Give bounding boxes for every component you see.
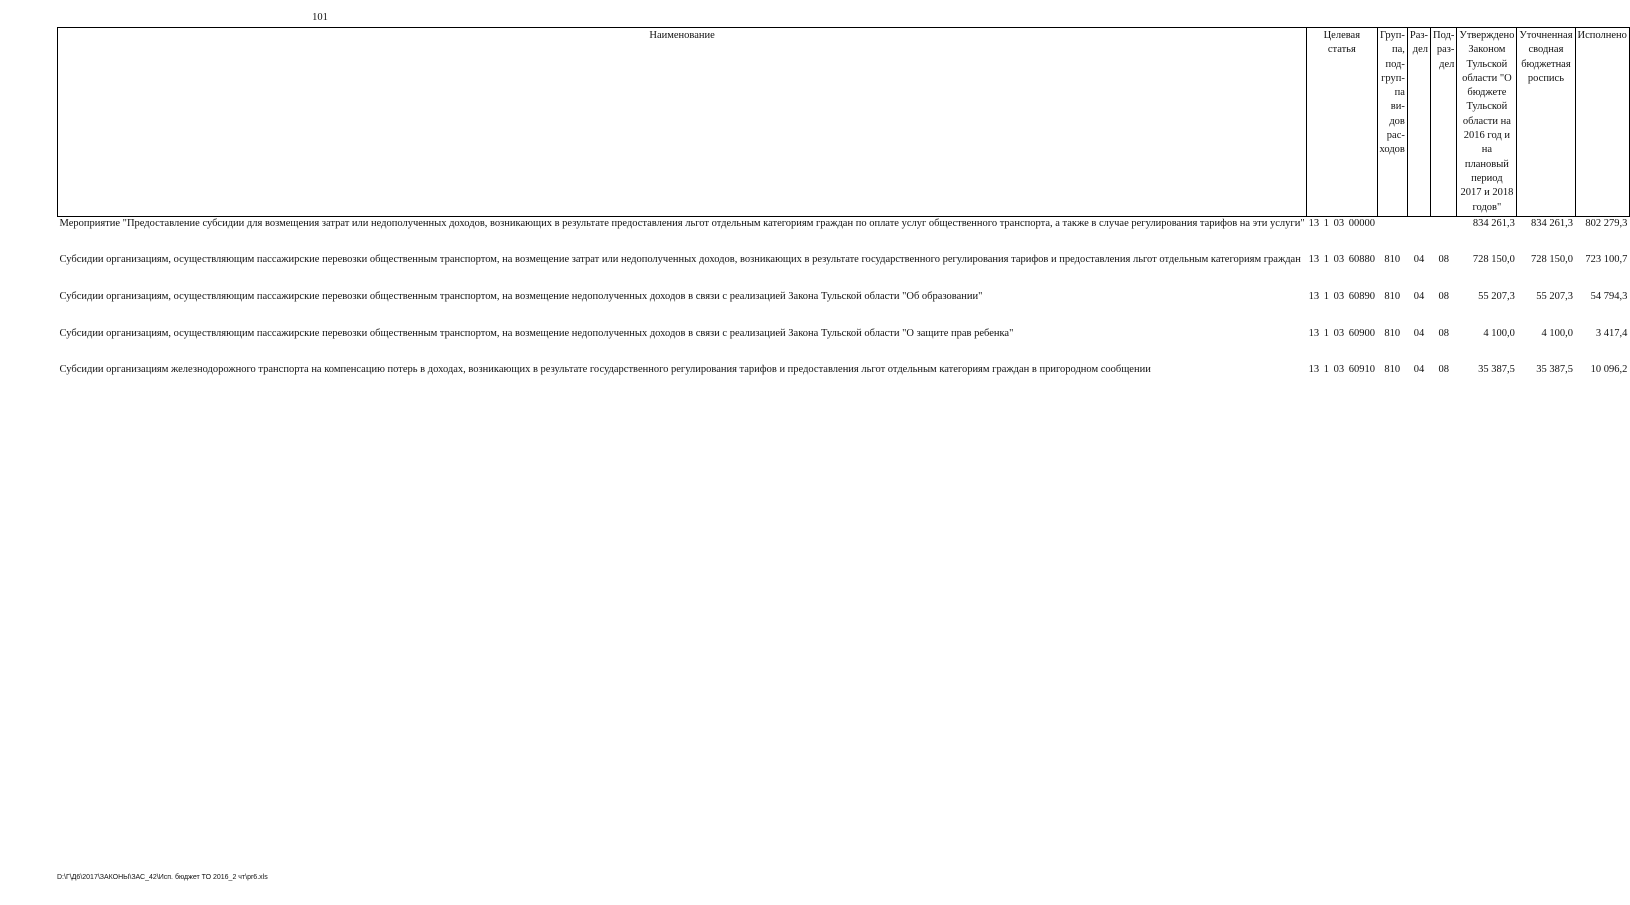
row-expense-group: [1377, 216, 1407, 231]
row-spacer: [58, 268, 1630, 290]
row-target-article: 13 1 03 00000: [1308, 217, 1376, 229]
row-executed: 802 279,3: [1585, 217, 1628, 229]
row-spacer: [58, 305, 1630, 327]
row-approved: 4 100,0: [1483, 327, 1515, 339]
row-refined: 35 387,5: [1536, 364, 1574, 376]
row-expense-group: 810: [1384, 364, 1401, 376]
row-name: Субсидии организациям, осуществляющим пассажирские перевозки общественным транспортом, на возмещение недополученных доходов в связи с реализацией Закона Тульской области "О защите прав ребенка": [59, 327, 1014, 339]
row-refined: 4 100,0: [1541, 327, 1574, 339]
row-spacer: [58, 341, 1630, 363]
row-section: 04: [1413, 364, 1425, 376]
header-refined: Уточненная сводная бюджетная роспись: [1517, 28, 1575, 217]
row-subsection: 08: [1438, 364, 1449, 376]
row-section: [1407, 216, 1430, 231]
row-subsection: 08: [1438, 254, 1449, 266]
table-row: [58, 363, 1630, 378]
row-name: Субсидии организациям, осуществляющим пассажирские перевозки общественным транспортом, на возмещение затрат или недополученных доходов, возникающих в результате государственного регулирования тарифов и предоставления льгот отдельным категориям граждан: [59, 254, 1301, 266]
header-section: Раз-дел: [1407, 28, 1430, 217]
row-subsection: [1431, 216, 1457, 231]
file-path-footer: D:\Г\Д6\2017\ЗАКОНЫ\ЗАС_42\Исп. бюджет ТО 2016_2 чт\pr6.xls: [57, 874, 268, 881]
table-row: [58, 327, 1630, 342]
row-target-article: 13 1 03 60900: [1308, 327, 1376, 339]
row-executed: 723 100,7: [1585, 254, 1628, 266]
row-approved: 35 387,5: [1478, 364, 1515, 376]
row-name: Субсидии организациям железнодорожного транспорта на компенсацию потерь в доходах, возникающих в результате государственного регулирования тарифов и предоставления льгот отдельным категориям граждан в пригородном сообщении: [59, 364, 1151, 376]
header-approved: Утверждено Законом Тульской области "О бюджете Тульской области на 2016 год и на плановый период 2017 и 2018 годов": [1457, 28, 1517, 217]
table-row: [58, 253, 1630, 268]
row-target-article: 13 1 03 60890: [1308, 291, 1376, 303]
row-refined: 834 261,3: [1531, 217, 1574, 229]
header-name: Наименование: [58, 28, 1307, 217]
row-approved: 728 150,0: [1472, 254, 1515, 266]
row-refined: 55 207,3: [1536, 291, 1574, 303]
table-header-row: [58, 28, 1630, 217]
table-row: [58, 290, 1630, 305]
row-section: 04: [1413, 254, 1425, 266]
header-subsection: Под-раз-дел: [1431, 28, 1457, 217]
row-expense-group: 810: [1384, 291, 1401, 303]
page-number: 101: [312, 12, 328, 23]
row-section: 04: [1413, 291, 1425, 303]
row-spacer: [58, 231, 1630, 253]
row-section: 04: [1413, 327, 1425, 339]
budget-execution-table: [57, 27, 1630, 378]
row-expense-group: 810: [1384, 327, 1401, 339]
row-name: Мероприятие "Предоставление субсидии для возмещения затрат или недополученных доходов, возникающих в результате предоставления льгот отдельным категориям граждан по оплате услуг общественного транспорта, а также в случае регулирования тарифов на эти услуги": [59, 217, 1305, 229]
header-expense-group: Груп-па, под-груп-па ви-дов рас-ходов: [1377, 28, 1407, 217]
row-target-article: 13 1 03 60910: [1308, 364, 1376, 376]
row-expense-group: 810: [1384, 254, 1401, 266]
row-executed: 10 096,2: [1590, 364, 1628, 376]
row-target-article: 13 1 03 60880: [1308, 254, 1376, 266]
row-subsection: 08: [1438, 291, 1449, 303]
row-executed: 3 417,4: [1595, 327, 1628, 339]
row-approved: 834 261,3: [1472, 217, 1515, 229]
row-executed: 54 794,3: [1590, 291, 1628, 303]
table-row: [58, 216, 1630, 231]
header-executed: Исполнено: [1575, 28, 1629, 217]
row-subsection: 08: [1438, 327, 1449, 339]
row-name: Субсидии организациям, осуществляющим пассажирские перевозки общественным транспортом, на возмещение недополученных доходов в связи с реализацией Закона Тульской области "Об образовании": [59, 291, 983, 303]
row-refined: 728 150,0: [1531, 254, 1574, 266]
row-approved: 55 207,3: [1478, 291, 1515, 303]
header-target-article: Целевая статья: [1307, 28, 1377, 217]
